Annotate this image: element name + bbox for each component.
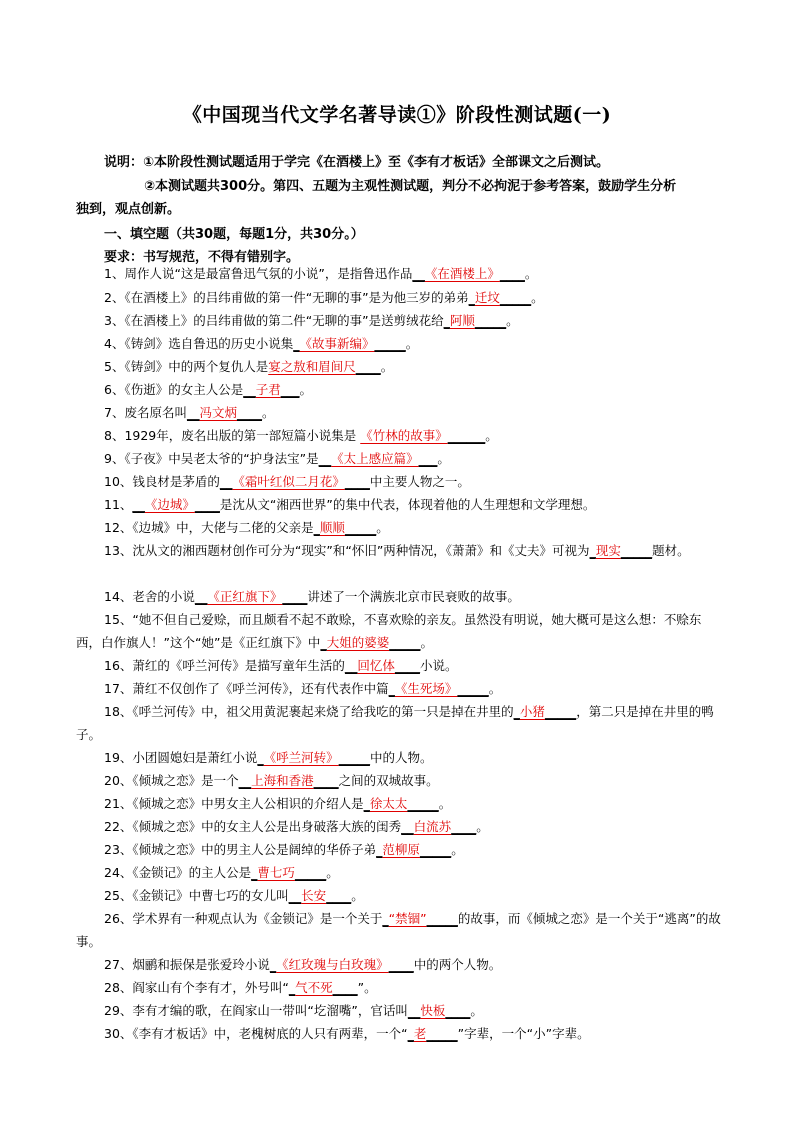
answer-text: 大姐的婆婆	[326, 635, 390, 651]
question-text: 29、李有才编的歌，在阎家山一带叫“圪溜嘴”，官话叫	[104, 1003, 408, 1018]
question-item	[76, 286, 722, 309]
note-line-3: 独到，观点创新。	[76, 202, 181, 217]
question-text: 是沈从文“湘西世界”的集中代表，体现着他的人生理想和文学理想。	[219, 497, 596, 512]
answer-text: 阿顺	[449, 313, 475, 328]
question-item	[76, 677, 722, 700]
answer-blank: ____	[282, 589, 308, 604]
answer-blank: ____	[388, 957, 414, 972]
question-item	[76, 907, 722, 953]
question-text: 6、《伤逝》的女主人公是	[104, 382, 244, 397]
question-text: 。	[299, 382, 312, 397]
question-text: 中的人物。	[369, 750, 433, 765]
answer-blank: __	[238, 773, 252, 788]
question-text: 。	[470, 1003, 483, 1018]
question-text: 。	[485, 428, 498, 443]
question-item	[76, 355, 722, 378]
answer-text: 《呼兰河转》	[263, 750, 339, 765]
question-text: 17、萧红不仅创作了《呼兰河传》，还有代表作中篇	[104, 681, 389, 696]
answer-blank: __	[412, 266, 425, 281]
question-item	[76, 976, 722, 999]
answer-blank: ____	[236, 405, 262, 420]
answer-text: 顺顺	[319, 520, 345, 535]
question-text: 的故事，而《倾城之恋》是一个关于“逃离”的故事。	[76, 911, 721, 950]
answer-blank: ____	[355, 359, 381, 374]
answer-blank: _____	[499, 290, 532, 305]
page-title: 《中国现当代文学名著导读①》阶段性测试题(一)	[182, 104, 612, 126]
answer-text: 迁坟	[474, 290, 500, 305]
question-text: 24、《金锁记》的主人公是	[104, 865, 252, 880]
question-item	[76, 792, 722, 815]
answer-blank: _	[293, 336, 300, 351]
answer-blank: _	[269, 957, 277, 972]
question-text: 。	[420, 635, 433, 651]
answer-text: 《竹林的故事》	[360, 428, 448, 443]
answer-text: 子君	[255, 382, 281, 397]
question-item	[76, 953, 722, 976]
answer-blank: _	[407, 1026, 414, 1041]
question-item	[76, 999, 722, 1022]
answer-blank: _	[589, 543, 596, 558]
answer-blank: _	[382, 911, 389, 926]
question-text: 。	[351, 888, 364, 903]
answer-text: 快板	[420, 1003, 446, 1018]
question-text: 26、学术界有一种观点认为《金锁记》是一个关于	[104, 911, 383, 926]
answer-blank: __	[407, 1003, 421, 1018]
answer-text: 《生死场》	[394, 681, 458, 696]
question-text: 。	[451, 842, 464, 857]
answer-text: 《在酒楼上》	[424, 266, 500, 281]
answer-blank: _____	[338, 750, 370, 765]
question-item	[76, 378, 722, 401]
answer-text: “禁锢”	[388, 911, 427, 926]
question-item	[76, 769, 722, 792]
note-line-1: 说明：①本阶段性测试题适用于学完《在酒楼上》至《李有才板话》全部课文之后测试。	[104, 155, 610, 170]
answer-blank: ____	[326, 888, 352, 903]
answer-text: 老	[413, 1026, 427, 1041]
question-text: ”字辈，一个“小”字辈。	[457, 1026, 590, 1041]
answer-blank: __	[318, 451, 332, 466]
answer-text: 《正红旗下》	[207, 589, 283, 604]
question-text: 。	[326, 865, 339, 880]
answer-text: 《红玫瑰与白玫瑰》	[276, 957, 389, 972]
question-text: 题材。	[652, 543, 690, 558]
answer-blank: _____	[426, 1026, 458, 1041]
answer-blank: _____	[374, 336, 406, 351]
answer-blank: _____	[544, 704, 577, 719]
question-text: 。	[437, 451, 450, 466]
answer-text: 范柳原	[382, 842, 420, 857]
answer-blank: _	[443, 313, 450, 328]
question-text: 3、《在酒楼上》的吕纬甫做的第二件“无聊的事”是送剪绒花给	[104, 313, 444, 328]
question-text: 30、《李有才板话》中，老槐树底的人只有两辈，一个“	[104, 1026, 408, 1041]
answer-text: 冯文炳	[199, 405, 237, 420]
question-item	[76, 700, 722, 746]
question-item	[76, 654, 722, 677]
question-text: 9、《子夜》中吴老太爷的“护身法宝”是	[104, 451, 319, 466]
question-text: 13、沈从文的湘西题材创作可分为“现实”和“怀旧”两种情况，《萧萧》和《丈夫》可视为	[104, 543, 590, 558]
answer-blank: _____	[407, 796, 439, 811]
question-text: 小说。	[419, 658, 458, 673]
answer-blank: ____	[451, 819, 477, 834]
question-text: 28、阎家山有个李有才，外号叫“	[104, 980, 289, 995]
question-item	[76, 401, 722, 424]
answer-blank: _____	[426, 911, 458, 926]
question-text: 18、《呼兰河传》中，祖父用黄泥裹起来烧了给我吃的第一只是掉在井里的	[104, 704, 514, 719]
question-text: 25、《金锁记》中曹七巧的女儿叫	[104, 888, 289, 903]
question-text: 。	[488, 681, 502, 696]
answer-text: 回忆体	[357, 658, 395, 673]
answer-text: 曹七巧	[257, 865, 295, 880]
question-text: 22、《倾城之恋》中的女主人公是出身破落大族的闺秀	[104, 819, 402, 834]
answer-text: 小猪	[519, 704, 545, 719]
answer-blank: _	[363, 796, 370, 811]
question-item	[76, 262, 722, 285]
answer-blank: _____	[294, 865, 327, 880]
question-text: 。	[376, 520, 389, 535]
answer-blank: __	[194, 589, 208, 604]
question-text: 之间的双城故事。	[338, 773, 439, 788]
question-text: 。	[531, 290, 544, 305]
question-text: 4、《铸剑》选自鲁迅的历史小说集	[104, 336, 294, 351]
answer-blank: __	[344, 658, 358, 673]
answer-text: 《霜叶红似二月花》	[232, 474, 345, 489]
answer-text: 气不死	[295, 980, 333, 995]
question-text: 2、《在酒楼上》的吕纬甫做的第一件“无聊的事”是为他三岁的弟弟	[104, 290, 469, 305]
question-text: 10、钱良材是茅盾的	[104, 474, 220, 489]
question-text: 1、周作人说“这是最富鲁迅气氛的小说”，是指鲁迅作品	[104, 266, 413, 281]
question-text: 讲述了一个满族北京市民衰败的故事。	[307, 589, 520, 604]
question-item	[76, 585, 722, 608]
question-text: ，第二只是掉在井里的鸭子。	[76, 704, 714, 743]
answer-blank: ____	[194, 497, 220, 512]
answer-blank: _____	[620, 543, 653, 558]
question-item	[76, 516, 722, 539]
answer-text: 上海和香港	[251, 773, 314, 788]
answer-blank: _____	[419, 842, 452, 857]
question-text: 。	[261, 405, 275, 420]
question-item	[76, 424, 722, 447]
answer-text: 宴之敖和眉间尺	[268, 359, 356, 374]
question-item	[76, 608, 722, 654]
question-text: 14、老舍的小说	[104, 589, 195, 604]
answer-text: 长安	[301, 888, 327, 903]
question-text: 16、萧红的《呼兰河传》是描写童年生活的	[104, 658, 345, 673]
question-text: 12、《边城》中，大佬与二佬的父亲是	[104, 520, 314, 535]
answer-blank: ____	[445, 1003, 471, 1018]
question-text: 21、《倾城之恋》中男女主人公相识的介绍人是	[104, 796, 364, 811]
answer-blank: _	[288, 980, 296, 995]
question-item	[76, 539, 722, 562]
answer-blank: ____	[344, 474, 370, 489]
answer-text: 《边城》	[144, 497, 195, 512]
answer-blank: ______	[447, 428, 486, 443]
question-text: 20、《倾城之恋》是一个	[104, 773, 239, 788]
question-item	[76, 493, 722, 516]
answer-blank: ____	[332, 980, 358, 995]
answer-blank: ____	[394, 658, 420, 673]
answer-blank: __	[401, 819, 414, 834]
answer-text: 《故事新编》	[299, 336, 375, 351]
answer-blank: __	[219, 474, 233, 489]
answer-blank: ____	[499, 266, 525, 281]
question-text: 15、“她不但自己爱赊，而且颇看不起不敢赊，不喜欢赊的亲友。虽然没有明说，她大概可是这么想：不赊东西，白作旗人！”这个“她”是《正红旗下》中	[76, 612, 702, 651]
question-text: 中的两个人物。	[413, 957, 502, 972]
answer-text: 现实	[595, 543, 621, 558]
answer-blank: __	[288, 888, 302, 903]
question-text: 5、《铸剑》中的两个复仇人是	[104, 359, 269, 374]
answer-blank: _____	[474, 313, 507, 328]
question-text: 8、1929年，废名出版的第一部短篇小说集是	[104, 428, 361, 443]
answer-blank: __	[243, 382, 256, 397]
answer-text: 白流苏	[413, 819, 452, 834]
question-item	[76, 309, 722, 332]
answer-blank: _	[320, 635, 327, 651]
answer-blank: _	[388, 681, 395, 696]
answer-blank: _____	[344, 520, 377, 535]
question-item	[76, 1022, 722, 1045]
answer-blank: ___	[280, 382, 300, 397]
question-item	[76, 815, 722, 838]
question-item	[76, 746, 722, 769]
answer-text: 《太上感应篇》	[331, 451, 419, 466]
question-text: 27、烟鹂和振保是张爱玲小说	[104, 957, 270, 972]
question-item	[76, 332, 722, 355]
question-text: 11、	[104, 497, 133, 512]
question-item	[76, 470, 722, 493]
section-heading: 一、填空题（共30题，每题1分，共30分。）	[104, 227, 364, 242]
note-line-2: ②本测试题共300分。第四、五题为主观性测试题，判分不必拘泥于参考答案，鼓励学生分析	[144, 179, 677, 194]
question-item	[76, 838, 722, 861]
question-text: 23、《倾城之恋》中的男主人公是阔绰的华侨子弟	[104, 842, 377, 857]
answer-blank: _	[468, 290, 475, 305]
answer-blank: _	[251, 865, 258, 880]
question-text: 19、小团圆媳妇是萧红小说	[104, 750, 258, 765]
answer-text: 徐太太	[369, 796, 408, 811]
question-text: 。	[380, 359, 394, 374]
answer-blank: _	[257, 750, 264, 765]
question-text: ”。	[357, 980, 377, 995]
answer-blank: _	[313, 520, 320, 535]
answer-blank: _	[513, 704, 520, 719]
answer-blank: _____	[457, 681, 489, 696]
answer-blank: _	[376, 842, 383, 857]
question-text: 7、废名原名叫	[104, 405, 187, 420]
question-item	[76, 447, 722, 470]
answer-blank: _____	[389, 635, 421, 651]
answer-blank: __	[186, 405, 200, 420]
question-item	[76, 861, 722, 884]
question-text: 。	[506, 313, 519, 328]
answer-blank: ____	[313, 773, 339, 788]
question-item	[76, 884, 722, 907]
answer-blank: __	[132, 497, 145, 512]
section-requirement: 要求：书写规范，不得有错别字。	[104, 250, 300, 265]
question-text: 。	[476, 819, 489, 834]
question-text: 。	[405, 336, 419, 351]
question-text: 。	[524, 266, 538, 281]
answer-blank: ___	[418, 451, 438, 466]
question-text: 。	[438, 796, 452, 811]
question-text: 中主要人物之一。	[369, 474, 470, 489]
